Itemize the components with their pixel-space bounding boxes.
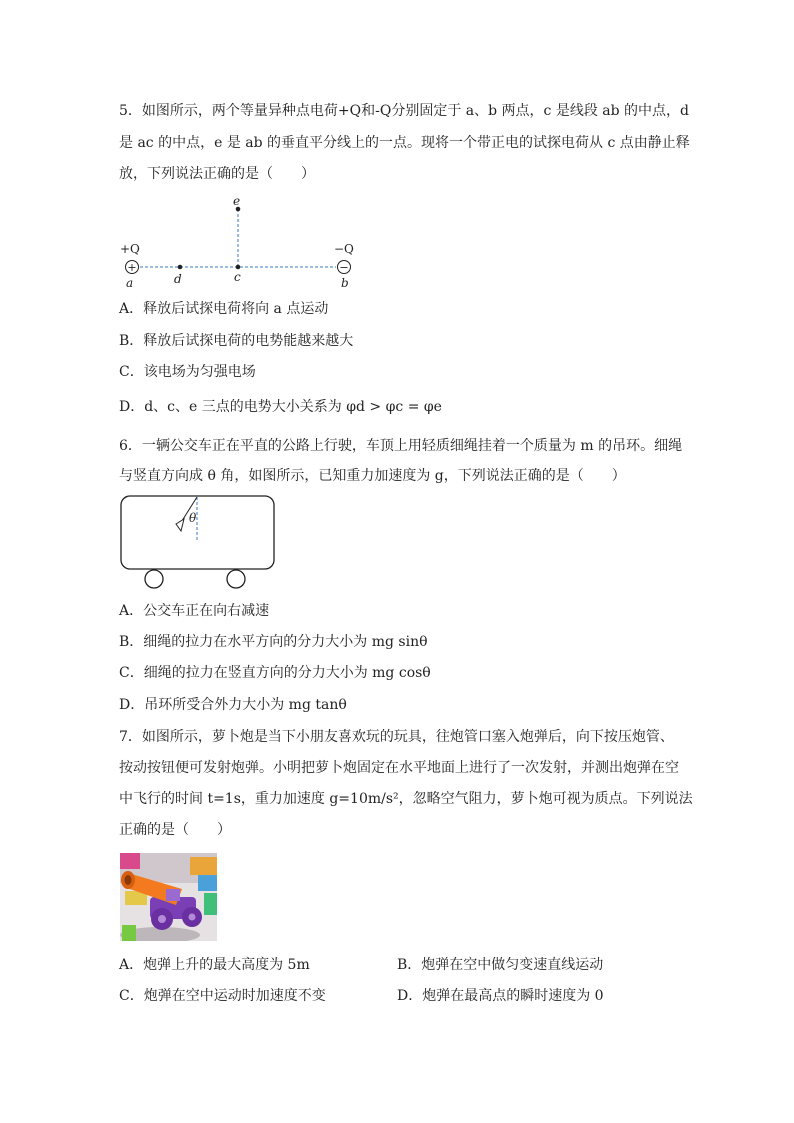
q6-text-line-2: 与竖直方向成 θ 角，如图所示，已知重力加速度为 g，下列说法正确的是（ ） xyxy=(119,468,626,484)
q7-option-b[interactable]: B．炮弹在空中做匀变速直线运动 xyxy=(397,957,604,973)
q5-label-c: c xyxy=(234,270,241,284)
q6-wheel-left xyxy=(145,570,163,588)
q6-option-b[interactable]: B．细绳的拉力在水平方向的分力大小为 mg sinθ xyxy=(119,634,428,650)
q5-plus-sign: + xyxy=(127,261,137,274)
q5-option-d[interactable]: D．d、c、e 三点的电势大小关系为 φd > φc = φe xyxy=(119,399,442,415)
q6-option-a[interactable]: A．公交车正在向右减速 xyxy=(119,603,270,619)
q6-option-d[interactable]: D．吊环所受合外力大小为 mg tanθ xyxy=(119,697,347,713)
q5-label-minusQ: −Q xyxy=(334,242,354,256)
q7-text-line-4: 正确的是（ ） xyxy=(119,822,231,838)
q7-text-line-2: 按动按钮便可发射炮弹。小明把萝卜炮固定在水平地面上进行了一次发射，并测出炮弹在空 xyxy=(119,760,679,776)
q7-option-c[interactable]: C．炮弹在空中运动时加速度不变 xyxy=(119,988,326,1004)
q7-option-d[interactable]: D．炮弹在最高点的瞬时速度为 0 xyxy=(397,988,604,1004)
q6-bus-diagram xyxy=(118,494,280,590)
q5-minus-sign: − xyxy=(339,261,349,274)
q7-text-line-1: 7．如图所示，萝卜炮是当下小朋友喜欢玩的玩具，往炮管口塞入炮弹后，向下按压炮管、 xyxy=(119,729,674,745)
q5-point-c xyxy=(236,265,241,270)
q6-text-line-1: 6．一辆公交车正在平直的公路上行驶，车顶上用轻质细绳挂着一个质量为 m 的吊环。细绳 xyxy=(119,438,683,454)
q5-text-line-3: 放，下列说法正确的是（ ） xyxy=(119,166,315,182)
q5-charge-diagram xyxy=(112,192,372,292)
q5-point-d xyxy=(178,265,183,270)
q5-text-line-2: 是 ac 的中点，e 是 ab 的垂直平分线上的一点。现将一个带正电的试探电荷从 c 点由静止释 xyxy=(119,135,690,151)
q5-label-plusQ: +Q xyxy=(120,242,140,256)
q5-option-c[interactable]: C．该电场为匀强电场 xyxy=(119,364,256,380)
q7-option-a[interactable]: A．炮弹上升的最大高度为 5m xyxy=(119,957,310,973)
q5-option-a[interactable]: A．释放后试探电荷将向 a 点运动 xyxy=(119,301,329,317)
q6-label-theta: θ xyxy=(189,511,197,525)
q5-label-d: d xyxy=(174,272,182,286)
q6-option-c[interactable]: C．细绳的拉力在竖直方向的分力大小为 mg cosθ xyxy=(119,665,431,681)
q7-radish-cannon-photo xyxy=(120,853,217,941)
q5-label-b: b xyxy=(341,276,349,290)
q5-option-b[interactable]: B．释放后试探电荷的电势能越来越大 xyxy=(119,333,354,349)
q6-wheel-right xyxy=(227,570,245,588)
q5-text-line-1: 5．如图所示，两个等量异种点电荷+Q和-Q分别固定于 a、b 两点，c 是线段 ab 的中点，d xyxy=(119,103,689,119)
q5-label-a: a xyxy=(126,276,134,290)
q5-label-e: e xyxy=(233,194,241,208)
q7-text-line-3: 中飞行的时间 t=1s，重力加速度 g=10m/s²，忽略空气阻力，萝卜炮可视为质点。下列说法 xyxy=(119,791,693,807)
